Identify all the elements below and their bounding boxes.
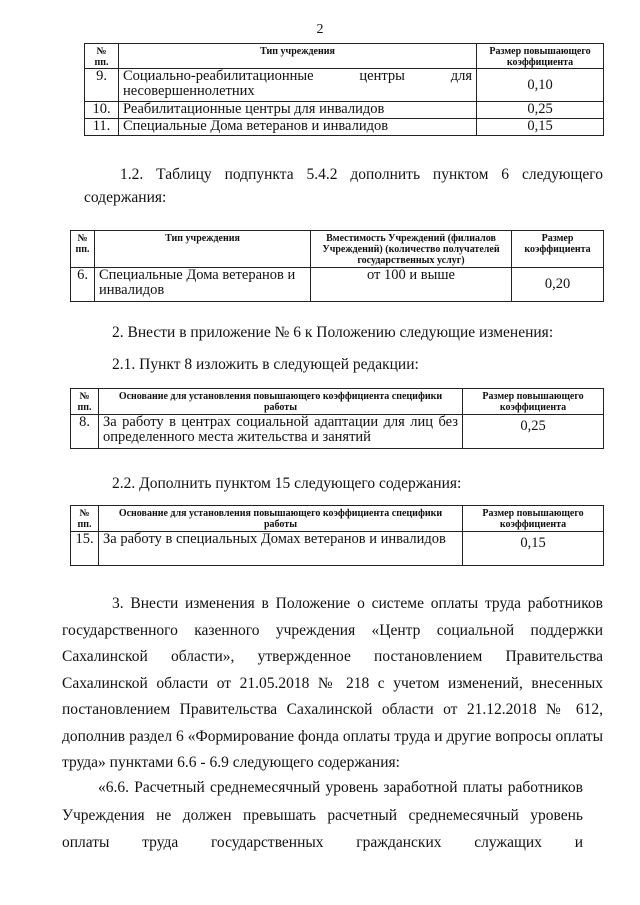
paragraph-2-1: 2.1. Пункт 8 изложить в следующей редакции: — [112, 356, 419, 373]
column-header-coefficient: Размер повышающего коэффициента — [463, 506, 604, 532]
row-number: 15. — [71, 532, 99, 566]
row-number: 11. — [85, 119, 119, 136]
specific-work-coefficient-table-item-15 — [70, 505, 604, 566]
column-header-number: № пп. — [71, 231, 95, 268]
paragraph-3: 3. Внести изменения в Положение о системе оплаты труда работников государственного казенного учреждения «Центр социальной поддержки Сахалинской области», утвержденное постановлением Правительства Сахалинской области от 21.05.2018 № 218 с учетом изменений, внесенных постановлением Правительства Сахалинской области от 21.12.2018 № 612, дополнив раздел 6 «Формирование фонда оплаты труда и другие вопросы оплаты труда» пунктами 6.6 - 6.9 следующего содержания: — [62, 595, 603, 771]
coefficient-value: 0,15 — [463, 532, 604, 566]
institution-type: Социально-реабилитационные центры для несовершеннолетних — [119, 69, 477, 102]
column-header-coefficient: Размер повышающего коэффициента — [463, 389, 604, 415]
coefficient-table-institution-types — [84, 43, 604, 136]
paragraph-6-6: «6.6. Расчетный среднемесячный уровень заработной платы работников Учреждения не должен превышать расчетный среднемесячный уровень оплаты труда государственных гражданских служащих и — [62, 779, 583, 851]
basis-text: За работу в центрах социальной адаптации для лиц без определенного места жительства и занятий — [99, 415, 463, 449]
institution-type: Специальные Дома ветеранов и инвалидов — [95, 268, 311, 302]
column-header-institution-type: Тип учреждения — [95, 231, 311, 268]
institution-type: Специальные Дома ветеранов и инвалидов — [119, 119, 477, 136]
table-row — [71, 268, 604, 302]
column-header-number: № пп. — [85, 44, 119, 69]
coefficient-value: 0,10 — [477, 69, 604, 102]
column-header-institution-type: Тип учреждения — [119, 44, 477, 69]
table-row — [71, 415, 604, 449]
row-number: 9. — [85, 69, 119, 102]
column-header-coefficient: Размер коэффициента — [512, 231, 604, 268]
coefficient-table-capacity — [70, 230, 604, 302]
column-header-basis: Основание для установления повышающего коэффициента специфики работы — [99, 506, 463, 532]
column-header-number: № пп. — [71, 506, 99, 532]
coefficient-value: 0,15 — [477, 119, 604, 136]
coefficient-value: 0,20 — [512, 268, 604, 302]
paragraph-2: 2. Внести в приложение № 6 к Положению следующие изменения: — [112, 324, 554, 341]
column-header-coefficient: Размер повышающего коэффициента — [477, 44, 604, 69]
capacity-value: от 100 и выше — [311, 268, 512, 302]
table-row — [85, 119, 604, 136]
coefficient-value: 0,25 — [463, 415, 604, 449]
paragraph-1-2: 1.2. Таблицу подпункта 5.4.2 дополнить пунктом 6 следующего содержания: — [84, 166, 603, 206]
column-header-number: № пп. — [71, 389, 99, 415]
paragraph-2-2: 2.2. Дополнить пунктом 15 следующего содержания: — [112, 475, 462, 492]
table-row — [71, 532, 604, 566]
coefficient-value: 0,25 — [477, 102, 604, 119]
row-number: 8. — [71, 415, 99, 449]
column-header-capacity: Вместимость Учреждений (филиалов Учреждений) (количество получателей государственных услуг) — [311, 231, 512, 268]
row-number: 10. — [85, 102, 119, 119]
page-number: 2 — [316, 22, 324, 37]
basis-text: За работу в специальных Домах ветеранов и инвалидов — [99, 532, 463, 566]
column-header-basis: Основание для установления повышающего коэффициента специфики работы — [99, 389, 463, 415]
row-number: 6. — [71, 268, 95, 302]
table-row — [85, 102, 604, 119]
specific-work-coefficient-table-item-8 — [70, 388, 604, 449]
table-row — [85, 69, 604, 102]
institution-type: Реабилитационные центры для инвалидов — [119, 102, 477, 119]
